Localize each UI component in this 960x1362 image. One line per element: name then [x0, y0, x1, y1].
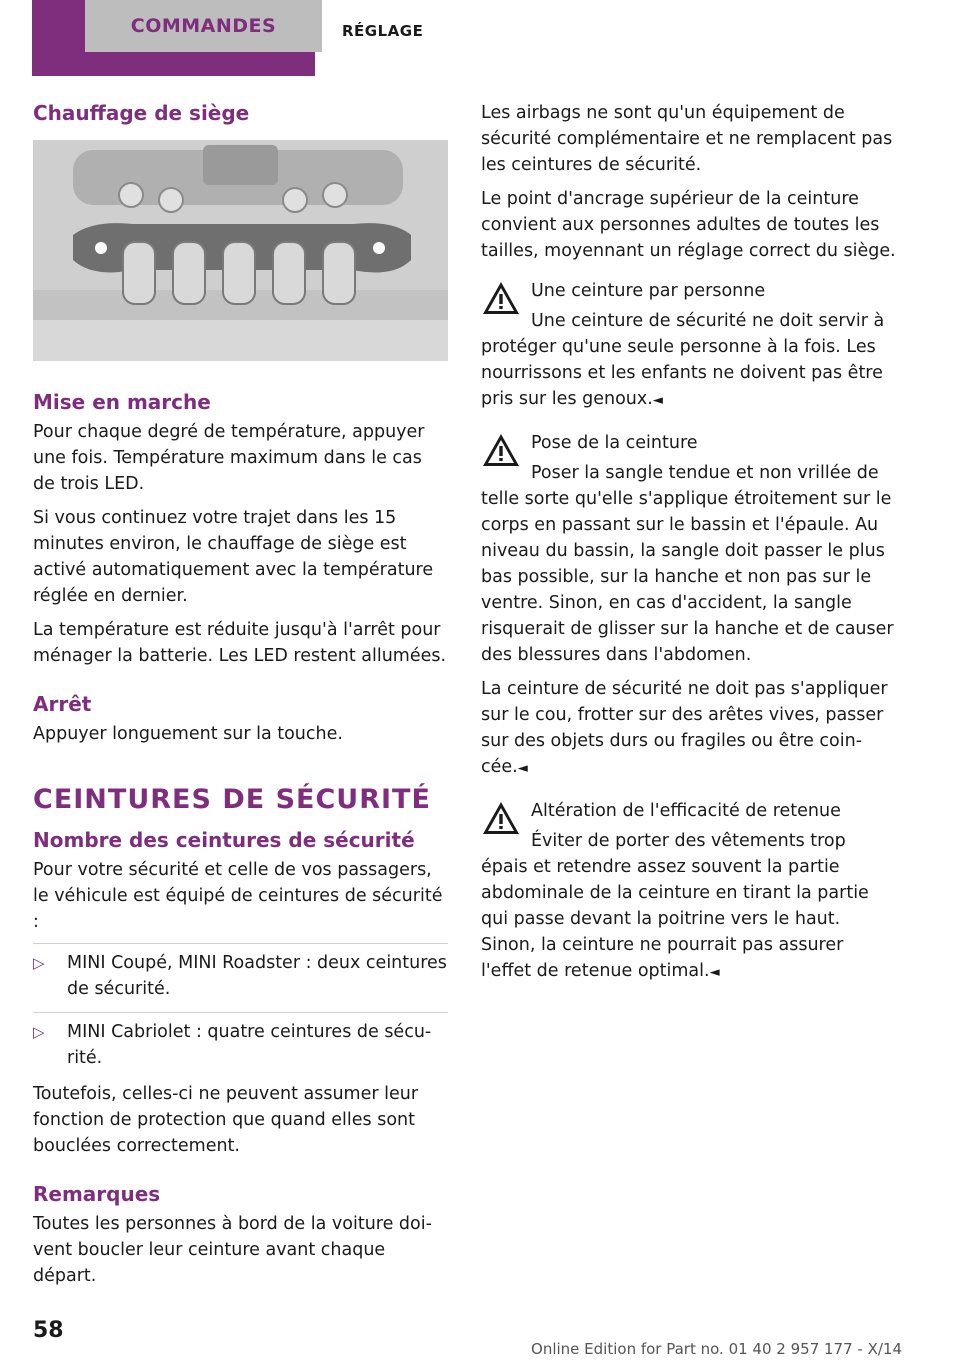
- warning-title: Une ceinture par personne: [531, 281, 766, 301]
- section-title-ceintures: CEINTURES DE SÉCURITÉ: [33, 784, 431, 815]
- subheading-remarques: Remarques: [33, 1182, 161, 1206]
- tab-commandes[interactable]: [32, 0, 315, 76]
- warning-text: Poser la sangle tendue et non vrillée de telle sorte qu'elle s'applique étroitement sur le corps en passant sur le bassin et l'épaule. Au niveau du bassin, la sangle doit passer le plus bas possible, sur la hanche et non pas sur le ventre. Sinon, en cas d'accident, la sangle risquerait de glisser sur la hanche et de causer des blessures dans l'abdomen.: [481, 463, 894, 665]
- paragraph: Pour votre sécurité et celle de vos passagers, le véhicule est équipé de ceintures de sécurité :: [33, 860, 443, 932]
- bullet-triangle-icon: ▷: [33, 1023, 45, 1041]
- page-number: 58: [33, 1318, 64, 1343]
- list-item: [33, 943, 448, 1002]
- chapter-tab-bar: [0, 0, 960, 76]
- warning-triangle-icon: [481, 800, 521, 836]
- warning-block: [481, 278, 896, 414]
- warning-text: La ceinture de sécurité ne doit pas s'appliquer sur le cou, frotter sur des arêtes vives, passer sur des objets durs ou fragiles ou être coincée.◄: [481, 679, 888, 777]
- footer-edition: Online Edition for Part no. 01 40 2 957 177 - X/14: [531, 1340, 902, 1358]
- paragraph: Toutes les personnes à bord de la voiture doivent boucler leur ceinture avant chaque départ.: [33, 1214, 432, 1286]
- left-column: [33, 100, 448, 1297]
- warning-text: Éviter de porter des vêtements trop épais et retendre assez souvent la partie abdominale de la ceinture en tirant la partie qui passe devant la poitrine vers le haut. Sinon, la ceinture ne pourrait pas assurer l'effet de retenue optimal.◄: [481, 831, 869, 981]
- paragraph: Si vous continuez votre trajet dans les 15 minutes environ, le chauffage de siège est activé automatiquement avec la température réglée en dernier.: [33, 508, 434, 606]
- warning-title: Pose de la ceinture: [531, 433, 698, 453]
- subheading-arret: Arrêt: [33, 692, 92, 716]
- warning-triangle-icon: [481, 280, 521, 316]
- subheading-mise-en-marche: Mise en marche: [33, 390, 211, 414]
- warning-block: [481, 798, 896, 986]
- tab-commandes-label: COMMANDES: [85, 0, 322, 52]
- paragraph: Appuyer longuement sur la touche.: [33, 724, 343, 744]
- list-item-text: MINI Cabriolet : quatre ceintures de sécurité.: [67, 1022, 432, 1068]
- paragraph: Les airbags ne sont qu'un équipement de sécurité complémentaire et ne remplacent pas les ceintures de sécurité.: [481, 103, 893, 175]
- warning-text: Une ceinture de sécurité ne doit servir à protéger qu'une seule personne à la fois. Les nourrissons et les enfants ne doivent pas être pris sur les genoux.◄: [481, 311, 885, 409]
- warning-block: [481, 430, 896, 782]
- warning-triangle-icon: [481, 432, 521, 468]
- seat-heating-figure: [33, 140, 448, 361]
- list-item: [33, 1012, 448, 1071]
- paragraph: Pour chaque degré de température, appuyer une fois. Température maximum dans le cas de trois LED.: [33, 422, 425, 494]
- heading-chauffage: Chauffage de siège: [33, 101, 250, 125]
- warning-title: Altération de l'efficacité de retenue: [531, 801, 841, 821]
- paragraph: La température est réduite jusqu'à l'arrêt pour ménager la batterie. Les LED restent allumées.: [33, 620, 447, 666]
- end-mark-icon: ◄: [709, 965, 720, 980]
- paragraph: Le point d'ancrage supérieur de la ceinture convient aux personnes adultes de toutes les tailles, moyennant un réglage correct du siège.: [481, 189, 896, 261]
- right-column: [481, 100, 896, 996]
- heading-nombre-ceintures: Nombre des ceintures de sécurité: [33, 828, 415, 852]
- bullet-triangle-icon: ▷: [33, 954, 45, 972]
- end-mark-icon: ◄: [517, 761, 528, 776]
- list-item-text: MINI Coupé, MINI Roadster : deux ceintures de sécurité.: [67, 953, 447, 999]
- bullet-list: [33, 943, 448, 1071]
- paragraph: Toutefois, celles-ci ne peuvent assumer leur fonction de protection que quand elles sont bouclées correctement.: [33, 1084, 419, 1156]
- tab-reglage[interactable]: RÉGLAGE: [342, 22, 424, 40]
- end-mark-icon: ◄: [652, 393, 663, 408]
